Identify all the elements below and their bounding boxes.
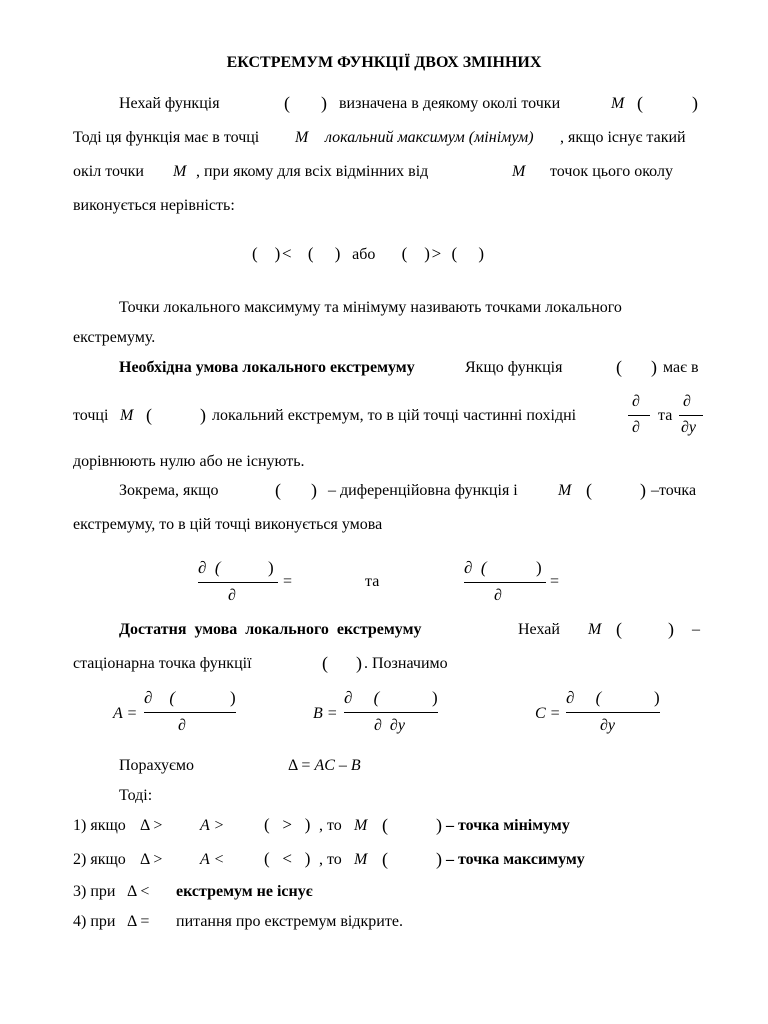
paren-symbol: ) (692, 93, 698, 113)
point-m-symbol: M (120, 407, 134, 424)
paren-symbol: ) (651, 357, 657, 377)
def-text: визначена в деякому околі точки (339, 95, 561, 112)
paren-symbol: ( (586, 480, 592, 500)
body-text: та (365, 573, 380, 590)
def-text: , якщо існує такий (560, 129, 686, 146)
equals-zero: = (283, 573, 293, 590)
paren-symbol: ( (382, 815, 388, 835)
case-result: питання про екстремум відкрите. (176, 913, 403, 930)
paren-symbol: ) (640, 480, 646, 500)
paren-symbol: ( (146, 405, 152, 425)
coef-c: C = (535, 705, 561, 722)
coef-b: B = (313, 705, 338, 722)
body-text: Тоді: (119, 787, 153, 804)
paren-symbol: ( (616, 619, 622, 639)
coef-a: A = (113, 705, 138, 722)
paren-symbol: ) (321, 93, 327, 113)
paren-symbol: ( (637, 93, 643, 113)
body-text: дорівнюють нулю або не існують. (73, 453, 305, 470)
def-text: точок цього околу (550, 163, 673, 180)
point-m-symbol: M (295, 129, 309, 146)
def-text: окіл точки (73, 163, 144, 180)
paren-symbol: ) (356, 653, 362, 673)
case-result: – точка максимуму (446, 851, 585, 868)
def-line-1 (119, 94, 220, 114)
point-m-symbol: M (173, 163, 187, 180)
body-text: точці (73, 407, 109, 424)
case-text: 2) якщо (73, 851, 126, 868)
point-m-symbol: M (354, 817, 368, 834)
inequality: ( )< ( ) або ( )> ( ) (252, 244, 485, 263)
dash-symbol: – (692, 621, 700, 638)
body-text: Порахуємо (119, 757, 195, 774)
case-condition: Δ < (127, 883, 150, 900)
case-condition: Δ > (140, 817, 163, 834)
case-text: , то (319, 851, 342, 868)
def-text: , при якому для всіх відмінних від (196, 163, 429, 180)
point-m-symbol: M (354, 851, 368, 868)
def-emphasis: локальний максимум (мінімум) (325, 129, 534, 146)
paren-symbol: ) (436, 815, 442, 835)
case-condition: Δ > (140, 851, 163, 868)
equals-zero: = (550, 573, 560, 590)
case-text: , то (319, 817, 342, 834)
body-text: локальний екстремум, то в цій точці частинні похідні (212, 407, 577, 424)
body-text: та (658, 407, 673, 424)
body-text: . Позначимо (364, 655, 448, 672)
case-text: 3) при (73, 883, 116, 900)
body-text: –точка (651, 482, 697, 499)
point-m-symbol: M (588, 621, 602, 638)
body-text: – диференційовна функція і (328, 482, 518, 499)
case-condition: ( < ) (264, 849, 311, 868)
case-condition: ( > ) (264, 815, 311, 834)
paren-symbol: ) (668, 619, 674, 639)
body-text: Нехай (518, 621, 560, 638)
point-m-symbol: M (611, 95, 625, 112)
paren-symbol: ( (284, 93, 290, 113)
body-text: Якщо функція (465, 359, 563, 376)
def-text: Тоді ця функція має в точці (73, 129, 260, 146)
discriminant-formula: Δ = AC – B (288, 757, 361, 774)
case-condition: A < (200, 851, 225, 868)
paren-symbol: ( (382, 849, 388, 869)
page-title: ЕКСТРЕМУМ ФУНКЦІЇ ДВОХ ЗМІННИХ (226, 54, 542, 71)
case-condition: Δ = (127, 913, 150, 930)
point-m-symbol: M (558, 482, 572, 499)
body-text: екстремуму. (73, 329, 156, 346)
paren-symbol: ( (616, 357, 622, 377)
def-text: виконується нерівність: (73, 197, 235, 214)
case-condition: A > (200, 817, 225, 834)
body-text: стаціонарна точка функції (73, 655, 252, 672)
paren-symbol: ( (275, 480, 281, 500)
or-word: або (352, 246, 376, 263)
point-m-symbol: M (512, 163, 526, 180)
case-text: 4) при (73, 913, 116, 930)
case-result: екстремум не існує (176, 883, 313, 900)
def-text: Нехай функція (119, 95, 220, 112)
section-heading: Достатня умова локального екстремуму (119, 621, 422, 638)
paren-symbol: ( (322, 653, 328, 673)
paren-symbol: ) (311, 480, 317, 500)
body-text: Зокрема, якщо (119, 482, 219, 499)
paren-symbol: ) (436, 849, 442, 869)
case-text: 1) якщо (73, 817, 126, 834)
body-text: екстремуму, то в цій точці виконується умова (73, 516, 383, 533)
paren-symbol: ) (200, 405, 206, 425)
body-text: Точки локального максимуму та мінімуму називають точками локального (119, 299, 622, 316)
body-text: має в (663, 359, 699, 376)
case-result: – точка мінімуму (446, 817, 570, 834)
section-heading: Необхідна умова локального екстремуму (119, 359, 415, 376)
